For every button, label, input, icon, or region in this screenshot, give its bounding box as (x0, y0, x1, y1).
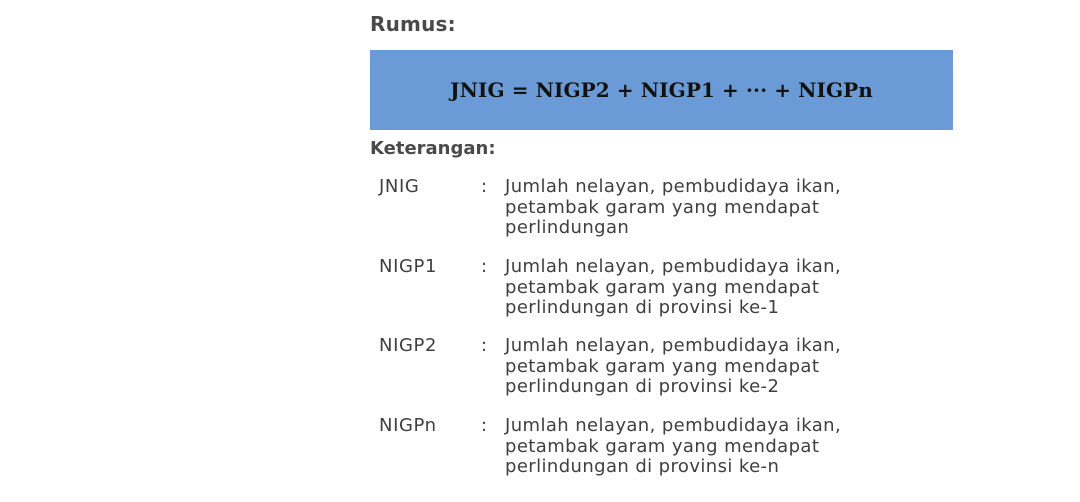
definition-colon: : (481, 256, 488, 277)
formula-equation: JNIG = NIGP2 + NIGP1 + ··· + NIGPn (450, 78, 873, 102)
definition-description: Jumlah nelayan, pembudidaya ikan, petambak garam yang mendapat perlindungan (505, 176, 842, 238)
definition-description: Jumlah nelayan, pembudidaya ikan, petambak garam yang mendapat perlindungan di provinsi ke-n (505, 415, 842, 477)
definition-description: Jumlah nelayan, pembudidaya ikan, petambak garam yang mendapat perlindungan di provinsi ke-1 (505, 256, 842, 318)
definition-term: NIGP2 (379, 335, 438, 356)
rumus-heading: Rumus: (370, 12, 456, 36)
definition-term: JNIG (379, 176, 420, 197)
definition-description: Jumlah nelayan, pembudidaya ikan, petambak garam yang mendapat perlindungan di provinsi ke-2 (505, 335, 842, 397)
keterangan-heading: Keterangan: (370, 138, 496, 159)
definition-term: NIGP1 (379, 256, 438, 277)
definition-term: NIGPn (379, 415, 437, 436)
definition-colon: : (481, 176, 488, 197)
formula-box (370, 50, 953, 130)
definition-colon: : (481, 335, 488, 356)
definition-colon: : (481, 415, 488, 436)
